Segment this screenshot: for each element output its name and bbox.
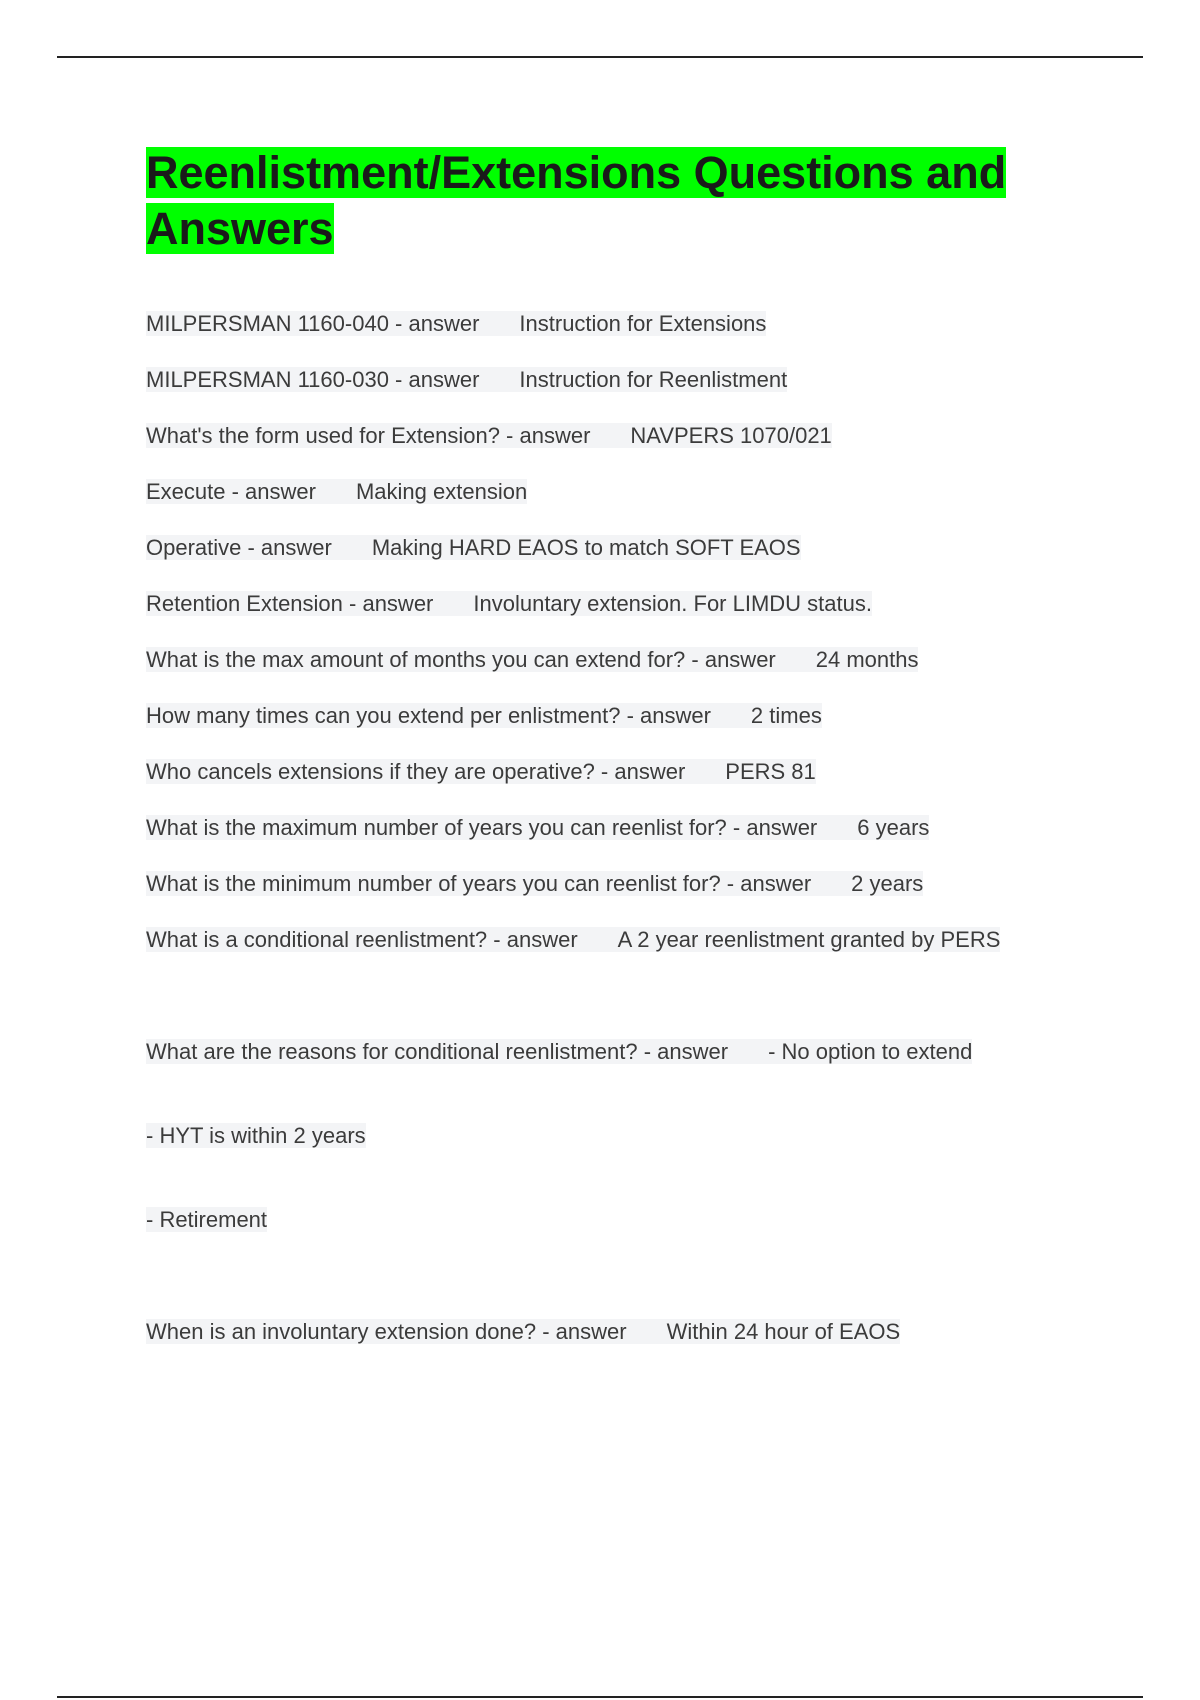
header-rule	[57, 56, 1143, 58]
qa-item	[146, 534, 1086, 562]
question-text: What are the reasons for conditional reenlistment? - answer	[146, 1039, 729, 1064]
question-text: What is the maximum number of years you can reenlist for? - answer	[146, 815, 818, 840]
answer-text: - No option to extend	[768, 1039, 973, 1064]
answer-text: 24 months	[815, 647, 919, 672]
footer-rule	[57, 1696, 1143, 1698]
qa-item	[146, 310, 1086, 338]
qa-item	[146, 814, 1086, 842]
answer-text: Involuntary extension. For LIMDU status.	[473, 591, 872, 616]
question-text: Operative - answer	[146, 535, 332, 560]
qa-list	[146, 310, 1086, 1346]
question-text: Execute - answer	[146, 479, 316, 504]
answer-text: 2 years	[851, 871, 924, 896]
answer-text: NAVPERS 1070/021	[630, 423, 832, 448]
answer-text: Making extension	[355, 479, 528, 504]
document-body	[146, 145, 1086, 1374]
answer-text: Within 24 hour of EAOS	[666, 1319, 901, 1344]
answer-text: PERS 81	[725, 759, 816, 784]
question-text: How many times can you extend per enlistment? - answer	[146, 703, 711, 728]
question-text: What is a conditional reenlistment? - answer	[146, 927, 578, 952]
qa-item	[146, 646, 1086, 674]
answer-text: Instruction for Extensions	[519, 311, 767, 336]
question-text: Who cancels extensions if they are operative? - answer	[146, 759, 686, 784]
document-title: Reenlistment/Extensions Questions and Answers	[146, 147, 1007, 254]
question-text: MILPERSMAN 1160-040 - answer	[146, 311, 480, 336]
question-text: When is an involuntary extension done? - answer	[146, 1319, 627, 1344]
question-text: Retention Extension - answer	[146, 591, 434, 616]
qa-item	[146, 870, 1086, 898]
answer-text: A 2 year reenlistment granted by PERS	[617, 927, 1001, 952]
qa-item	[146, 1318, 1086, 1346]
question-text: What's the form used for Extension? - answer	[146, 423, 591, 448]
answer-text: 6 years	[857, 815, 930, 840]
qa-item	[146, 478, 1086, 506]
qa-item	[146, 982, 1086, 1290]
question-text: MILPERSMAN 1160-030 - answer	[146, 367, 480, 392]
question-text: What is the max amount of months you can extend for? - answer	[146, 647, 776, 672]
qa-item	[146, 366, 1086, 394]
answer-text: 2 times	[750, 703, 822, 728]
answer-text: - HYT is within 2 years	[146, 1123, 366, 1148]
question-text: What is the minimum number of years you can reenlist for? - answer	[146, 871, 812, 896]
qa-item	[146, 702, 1086, 730]
qa-item	[146, 758, 1086, 786]
answer-text: Making HARD EAOS to match SOFT EAOS	[371, 535, 801, 560]
qa-item	[146, 590, 1086, 618]
answer-text: - Retirement	[146, 1207, 268, 1232]
answer-text: Instruction for Reenlistment	[519, 367, 788, 392]
qa-item	[146, 422, 1086, 450]
qa-item	[146, 926, 1086, 954]
